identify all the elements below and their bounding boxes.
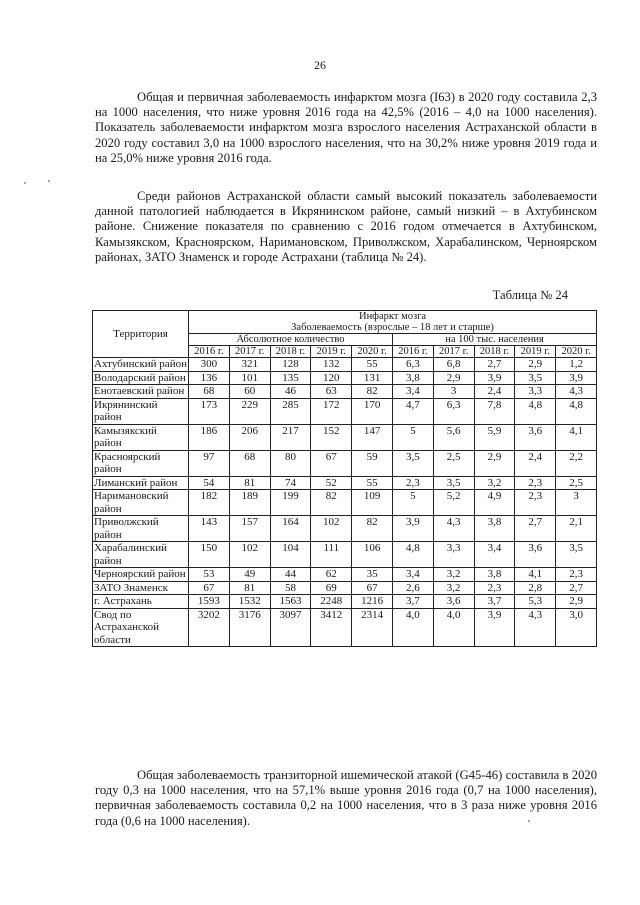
table-cell: 2,1 <box>556 516 597 542</box>
table-cell: 182 <box>189 490 230 516</box>
page-number: 26 <box>314 58 326 72</box>
table-cell: 46 <box>270 385 311 399</box>
table-cell: 3,5 <box>556 542 597 568</box>
territory-name: Приволжский район <box>93 516 189 542</box>
table-cell: 58 <box>270 581 311 595</box>
table-cell: 2,3 <box>474 581 515 595</box>
table-cell: 3,5 <box>392 450 433 476</box>
paragraph-districts <box>95 189 597 265</box>
table-cell: 170 <box>352 398 393 424</box>
table-cell: 55 <box>352 476 393 490</box>
table-cell: 229 <box>229 398 270 424</box>
table-cell: 69 <box>311 581 352 595</box>
stroke-incidence-table <box>92 310 597 647</box>
table-cell: 2,7 <box>515 516 556 542</box>
table-cell: 1532 <box>229 595 270 609</box>
year-header: 2017 г. <box>229 346 270 358</box>
table-cell: 2,3 <box>515 490 556 516</box>
territory-column-header: Территория <box>93 311 189 358</box>
table-cell: 68 <box>229 450 270 476</box>
paragraph-tia <box>95 768 597 829</box>
table-cell: 3,3 <box>515 385 556 399</box>
table-cell: 5,9 <box>474 424 515 450</box>
table-cell: 3,6 <box>515 424 556 450</box>
table-cell: 3,9 <box>474 608 515 647</box>
table-cell: 120 <box>311 371 352 385</box>
table-cell: 199 <box>270 490 311 516</box>
table-cell: 7,8 <box>474 398 515 424</box>
table-cell: 4,9 <box>474 490 515 516</box>
table-cell: 3,2 <box>433 568 474 582</box>
table-row <box>93 358 597 372</box>
table-cell: 35 <box>352 568 393 582</box>
table-cell: 82 <box>352 516 393 542</box>
table-cell: 189 <box>229 490 270 516</box>
table-cell: 82 <box>311 490 352 516</box>
territory-name: Икрянинский район <box>93 398 189 424</box>
table-cell: 63 <box>311 385 352 399</box>
table-cell: 128 <box>270 358 311 372</box>
territory-name: Харабалинский район <box>93 542 189 568</box>
table-cell: 2,5 <box>433 450 474 476</box>
scan-speck <box>528 820 530 822</box>
paragraph-text: Общая и первичная заболеваемость инфарктом мозга (I63) в 2020 году составила 2,3 на 1000 населения, что ниже уровня 2016 года на 42,5% (2016 – 4,0 на 1000 населения). Показатель заболеваемости инфарктом мозга взрослого населения Астраханской области в 2020 году составил 3,0 на 1000 взрослого населения, что на 30,2% ниже уровня 2019 года и на 25,0% ниже уровня 2016 года. <box>95 90 597 165</box>
table-cell: 3,2 <box>474 476 515 490</box>
table-cell: 3,9 <box>556 371 597 385</box>
table-cell: 54 <box>189 476 230 490</box>
table-cell: 3,3 <box>433 542 474 568</box>
territory-name: Красноярский район <box>93 450 189 476</box>
table-row <box>93 595 597 609</box>
table-cell: 206 <box>229 424 270 450</box>
table-cell: 4,8 <box>392 542 433 568</box>
table-cell: 67 <box>352 581 393 595</box>
table-cell: 3097 <box>270 608 311 647</box>
year-header: 2019 г. <box>311 346 352 358</box>
table-cell: 3,5 <box>515 371 556 385</box>
table-body <box>93 358 597 647</box>
table-cell: 147 <box>352 424 393 450</box>
table-cell: 102 <box>311 516 352 542</box>
table-cell: 5,3 <box>515 595 556 609</box>
territory-name: Камызякский район <box>93 424 189 450</box>
table-cell: 2248 <box>311 595 352 609</box>
table-cell: 3,9 <box>474 371 515 385</box>
table-cell: 3 <box>556 490 597 516</box>
table-cell: 81 <box>229 581 270 595</box>
table-row <box>93 398 597 424</box>
table-cell: 3,0 <box>556 608 597 647</box>
table-cell: 59 <box>352 450 393 476</box>
table-cell: 97 <box>189 450 230 476</box>
table-cell: 3,9 <box>392 516 433 542</box>
table-cell: 164 <box>270 516 311 542</box>
table-cell: 4,3 <box>556 385 597 399</box>
table-cell: 136 <box>189 371 230 385</box>
table-cell: 1563 <box>270 595 311 609</box>
table-cell: 106 <box>352 542 393 568</box>
table-cell: 80 <box>270 450 311 476</box>
table-cell: 3,6 <box>515 542 556 568</box>
table-cell: 132 <box>311 358 352 372</box>
table-cell: 3176 <box>229 608 270 647</box>
table-cell: 4,1 <box>515 568 556 582</box>
table-row <box>93 371 597 385</box>
table-row <box>93 450 597 476</box>
table-cell: 1593 <box>189 595 230 609</box>
scan-speck <box>48 180 50 182</box>
table-cell: 3,7 <box>392 595 433 609</box>
paragraph-text: Среди районов Астраханской области самый высокий показатель заболеваемости данной патологией наблюдается в Икрянинском районе, самый низкий – в Ахтубинском районе. Снижение показателя по сравнению с 2016 годом отмечается в Ахтубинском, Камызякском, Красноярском, Наримановском, Приволжском, Харабалинском, Черноярском районах, ЗАТО Знаменск и городе Астрахани (таблица № 24). <box>95 189 597 264</box>
table-cell: 5 <box>392 490 433 516</box>
table-cell: 157 <box>229 516 270 542</box>
table-cell: 3,4 <box>474 542 515 568</box>
scan-speck <box>24 182 26 184</box>
table-cell: 101 <box>229 371 270 385</box>
table-cell: 49 <box>229 568 270 582</box>
paragraph-stroke-incidence <box>95 90 597 166</box>
table-cell: 81 <box>229 476 270 490</box>
table-cell: 2,4 <box>515 450 556 476</box>
table-row <box>93 424 597 450</box>
table-cell: 2,9 <box>515 358 556 372</box>
table-cell: 2,3 <box>392 476 433 490</box>
table-cell: 2,9 <box>433 371 474 385</box>
table-cell: 6,3 <box>392 358 433 372</box>
table-cell: 2,6 <box>392 581 433 595</box>
year-header: 2017 г. <box>433 346 474 358</box>
table-cell: 6,8 <box>433 358 474 372</box>
table-cell: 3,2 <box>433 581 474 595</box>
table-cell: 3,8 <box>474 568 515 582</box>
table-cell: 1,2 <box>556 358 597 372</box>
table-cell: 2,3 <box>515 476 556 490</box>
table-cell: 150 <box>189 542 230 568</box>
table-row <box>93 568 597 582</box>
table-cell: 102 <box>229 542 270 568</box>
absolute-count-header: Абсолютное количество <box>189 334 393 346</box>
year-header: 2016 г. <box>189 346 230 358</box>
table-caption: Таблица № 24 <box>492 288 568 302</box>
table-cell: 2,5 <box>556 476 597 490</box>
territory-name: Ахтубинский район <box>94 358 187 370</box>
table-cell: 3,4 <box>392 385 433 399</box>
territory-name: Енотаевский район <box>93 385 189 399</box>
table-cell: 3,8 <box>392 371 433 385</box>
table-cell: 4,3 <box>515 608 556 647</box>
table-cell: 143 <box>189 516 230 542</box>
table-cell: 67 <box>311 450 352 476</box>
table-cell: 131 <box>352 371 393 385</box>
table-cell: 4,8 <box>556 398 597 424</box>
table-cell: 186 <box>189 424 230 450</box>
table-cell: 82 <box>352 385 393 399</box>
territory-name: г. Астрахань <box>93 595 189 609</box>
table-cell: 3,8 <box>474 516 515 542</box>
table-cell: 3,6 <box>433 595 474 609</box>
table-cell: 67 <box>189 581 230 595</box>
year-header: 2019 г. <box>515 346 556 358</box>
table-row <box>93 476 597 490</box>
table-cell: 4,0 <box>433 608 474 647</box>
territory-name: Наримановский район <box>93 490 189 516</box>
table-cell: 3202 <box>189 608 230 647</box>
table-cell: 285 <box>270 398 311 424</box>
table-cell: 52 <box>311 476 352 490</box>
table-row <box>93 385 597 399</box>
table-cell: 172 <box>311 398 352 424</box>
table-cell: 2,7 <box>556 581 597 595</box>
territory-name: Лиманский район <box>93 476 189 490</box>
table-cell: 5 <box>392 424 433 450</box>
year-header: 2016 г. <box>392 346 433 358</box>
table-cell: 173 <box>189 398 230 424</box>
table-cell: 2,9 <box>556 595 597 609</box>
paragraph-text: Общая заболеваемость транзиторной ишемической атакой (G45-46) составила в 2020 году 0,3 на 1000 населения, что на 57,1% выше уровня 2016 года (0,7 на 1000 населения), первичная заболеваемость составила 0,2 на 1000 населения, что в 3 раза ниже уровня 2016 года (0,6 на 1000 населения). <box>95 768 597 828</box>
per-100k-header: на 100 тыс. населения <box>392 334 596 346</box>
table-cell: 44 <box>270 568 311 582</box>
table-cell: 3 <box>433 385 474 399</box>
year-header: 2018 г. <box>270 346 311 358</box>
table-cell: 1216 <box>352 595 393 609</box>
table-title: Инфаркт мозга <box>358 311 427 322</box>
year-header: 2020 г. <box>352 346 393 358</box>
table-cell: 300 <box>189 358 230 372</box>
table-subtitle: Заболеваемость (взрослые – 18 лет и старше) <box>291 322 494 333</box>
table-cell: 5,6 <box>433 424 474 450</box>
territory-name: Свод по Астраханской области <box>93 608 189 647</box>
table-cell: 3412 <box>311 608 352 647</box>
table-cell: 5,2 <box>433 490 474 516</box>
table-cell: 152 <box>311 424 352 450</box>
table-cell: 2,7 <box>474 358 515 372</box>
year-header: 2018 г. <box>474 346 515 358</box>
table-cell: 6,3 <box>433 398 474 424</box>
table-row <box>93 490 597 516</box>
table-cell: 3,4 <box>392 568 433 582</box>
table-cell: 135 <box>270 371 311 385</box>
territory-name: ЗАТО Знаменск <box>93 581 189 595</box>
table-cell: 109 <box>352 490 393 516</box>
table-cell: 4,0 <box>392 608 433 647</box>
year-header: 2020 г. <box>556 346 597 358</box>
table-cell: 4,3 <box>433 516 474 542</box>
table-cell: 55 <box>352 358 393 372</box>
table-row <box>93 516 597 542</box>
table-cell: 3,7 <box>474 595 515 609</box>
table-cell: 2,3 <box>556 568 597 582</box>
table-cell: 217 <box>270 424 311 450</box>
table-cell: 68 <box>189 385 230 399</box>
table-cell: 74 <box>270 476 311 490</box>
table-row <box>93 608 597 647</box>
table-cell: 2,4 <box>474 385 515 399</box>
table-title-header <box>189 311 597 334</box>
table-cell: 2314 <box>352 608 393 647</box>
table-row <box>93 542 597 568</box>
territory-name: Володарский район <box>93 371 189 385</box>
table-cell: 62 <box>311 568 352 582</box>
table-cell: 4,1 <box>556 424 597 450</box>
table-cell: 4,7 <box>392 398 433 424</box>
table-cell: 2,2 <box>556 450 597 476</box>
table-cell: 2,9 <box>474 450 515 476</box>
territory-name: Черноярский район <box>93 568 189 582</box>
table-cell: 2,8 <box>515 581 556 595</box>
table-cell: 3,5 <box>433 476 474 490</box>
table-cell: 321 <box>229 358 270 372</box>
table-cell: 53 <box>189 568 230 582</box>
table-cell: 104 <box>270 542 311 568</box>
table-row <box>93 581 597 595</box>
table-cell: 111 <box>311 542 352 568</box>
table-cell: 4,8 <box>515 398 556 424</box>
table-cell: 60 <box>229 385 270 399</box>
